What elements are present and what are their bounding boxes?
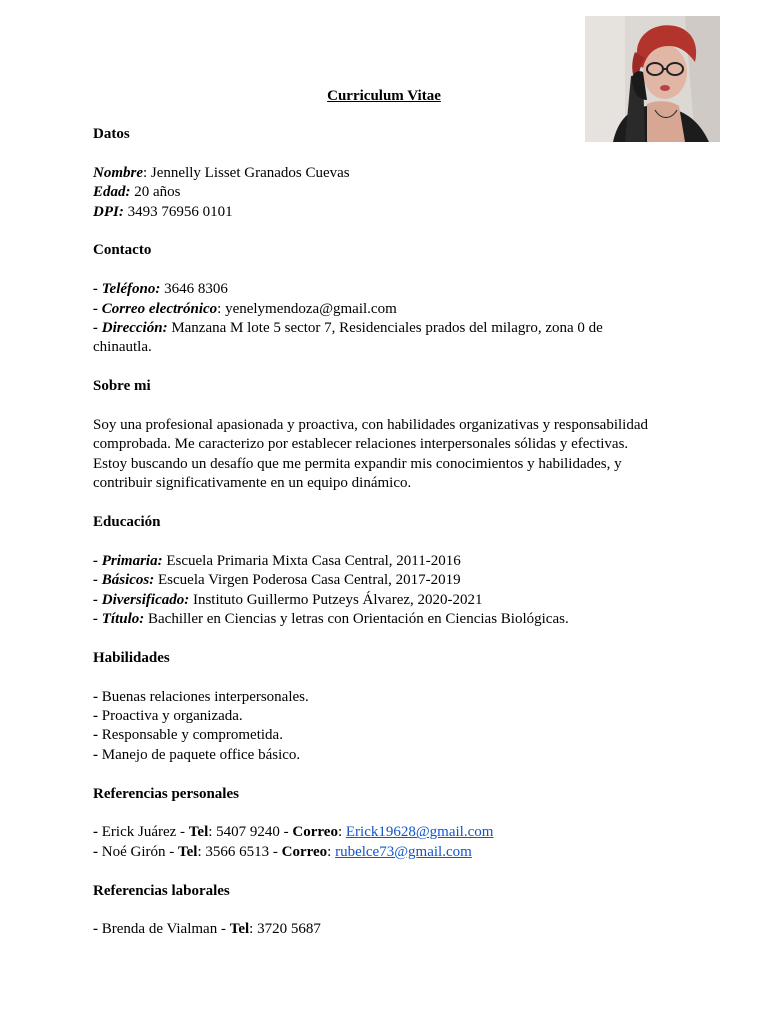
referencia-name: Noé Girón -: [98, 843, 178, 860]
profile-photo-icon: [585, 16, 720, 142]
educacion-label: - Primaria:: [93, 552, 163, 569]
educacion-value: Bachiller en Ciencias y letras con Orientación en Ciencias Biológicas.: [144, 611, 569, 628]
section-heading-educacion: Educación: [93, 514, 161, 531]
tel-value: : 3566 6513 -: [197, 843, 282, 860]
nombre-label: Nombre: [93, 164, 143, 181]
habilidad-item: [93, 746, 693, 765]
telefono-label: - Teléfono:: [93, 281, 161, 298]
bullet-dash: -: [93, 727, 98, 744]
edad-line: [93, 183, 693, 202]
email-link[interactable]: rubelce73@gmail.com: [335, 843, 472, 860]
bullet-dash: -: [93, 824, 98, 841]
direccion-label: - Dirección:: [93, 320, 168, 337]
educacion-label: - Básicos:: [93, 572, 155, 589]
referencia-item: [93, 843, 693, 862]
section-heading-contacto: Contacto: [93, 242, 152, 259]
referencia-item: [93, 823, 693, 842]
educacion-item: [93, 591, 693, 610]
cv-content: [93, 125, 693, 940]
correo-sep: :: [337, 824, 346, 841]
email-link[interactable]: Erick19628@gmail.com: [345, 824, 494, 841]
dpi-label: DPI:: [93, 203, 124, 220]
educacion-value: Escuela Virgen Poderosa Casa Central, 2017-2019: [154, 572, 461, 589]
bullet-dash: -: [93, 708, 98, 725]
tel-label: Tel: [177, 843, 198, 860]
tel-label: Tel: [229, 921, 250, 938]
sobre-mi-line: Soy una profesional apasionada y proactiva, con habilidades organizativas y responsabilidad: [93, 417, 648, 434]
bullet-dash: -: [93, 843, 98, 860]
section-heading-sobre-mi: Sobre mi: [93, 378, 151, 395]
educacion-item: [93, 552, 693, 571]
section-heading-referencias-laborales: Referencias laborales: [93, 882, 230, 899]
correo-label: - Correo electrónico: [93, 300, 218, 317]
correo-sep: :: [327, 843, 336, 860]
section-heading-datos: Datos: [93, 126, 130, 142]
referencia-name: Erick Juárez -: [98, 824, 189, 841]
educacion-item: [93, 571, 693, 590]
dpi-line: [93, 203, 693, 222]
habilidad-text: Manejo de paquete office básico.: [98, 746, 301, 763]
correo-label: Correo: [281, 843, 328, 860]
direccion-value-1: Manzana M lote 5 sector 7, Residenciales prados del milagro, zona 0 de: [167, 320, 603, 337]
telefono-value: 3646 8306: [160, 281, 228, 298]
habilidad-item: [93, 707, 693, 726]
sobre-mi-line: contribuir significativamente en un equipo dinámico.: [93, 475, 412, 492]
educacion-label: - Diversificado:: [93, 591, 190, 608]
direccion-line-2: chinautla.: [93, 339, 152, 356]
sobre-mi-line: Estoy buscando un desafío que me permita expandir mis conocimientos y habilidades, y: [93, 455, 622, 472]
tel-label: Tel: [188, 824, 209, 841]
nombre-line: [93, 164, 693, 183]
section-heading-habilidades: Habilidades: [93, 649, 170, 666]
profile-photo: [585, 16, 720, 142]
habilidad-text: Buenas relaciones interpersonales.: [98, 688, 309, 705]
correo-value: : yenelymendoza@gmail.com: [217, 300, 397, 317]
correo-line: [93, 300, 693, 319]
educacion-item: [93, 610, 693, 629]
edad-value: 20 años: [130, 184, 181, 201]
telefono-line: [93, 280, 693, 299]
educacion-value: Escuela Primaria Mixta Casa Central, 2011-2016: [162, 552, 461, 569]
bullet-dash: -: [93, 688, 98, 705]
habilidad-item: [93, 726, 693, 745]
bullet-dash: -: [93, 746, 98, 763]
habilidad-item: [93, 688, 693, 707]
direccion-line: [93, 319, 693, 338]
habilidad-text: Proactiva y organizada.: [98, 708, 243, 725]
page-title: Curriculum Vitae: [327, 88, 441, 104]
educacion-value: Instituto Guillermo Putzeys Álvarez, 2020-2021: [189, 591, 483, 608]
dpi-value: 3493 76956 0101: [123, 203, 233, 220]
tel-value: : 5407 9240 -: [208, 824, 293, 841]
referencia-item: [93, 920, 693, 939]
section-heading-referencias-personales: Referencias personales: [93, 785, 239, 802]
nombre-value: : Jennelly Lisset Granados Cuevas: [143, 164, 350, 181]
edad-label: Edad:: [93, 184, 131, 201]
sobre-mi-line: comprobada. Me caracterizo por establecer relaciones interpersonales sólidas y efectivas.: [93, 436, 629, 453]
tel-value: : 3720 5687: [249, 921, 321, 938]
habilidad-text: Responsable y comprometida.: [98, 727, 283, 744]
educacion-label: - Título:: [93, 611, 145, 628]
correo-label: Correo: [292, 824, 338, 841]
referencia-name: Brenda de Vialman -: [98, 921, 230, 938]
bullet-dash: -: [93, 921, 98, 938]
